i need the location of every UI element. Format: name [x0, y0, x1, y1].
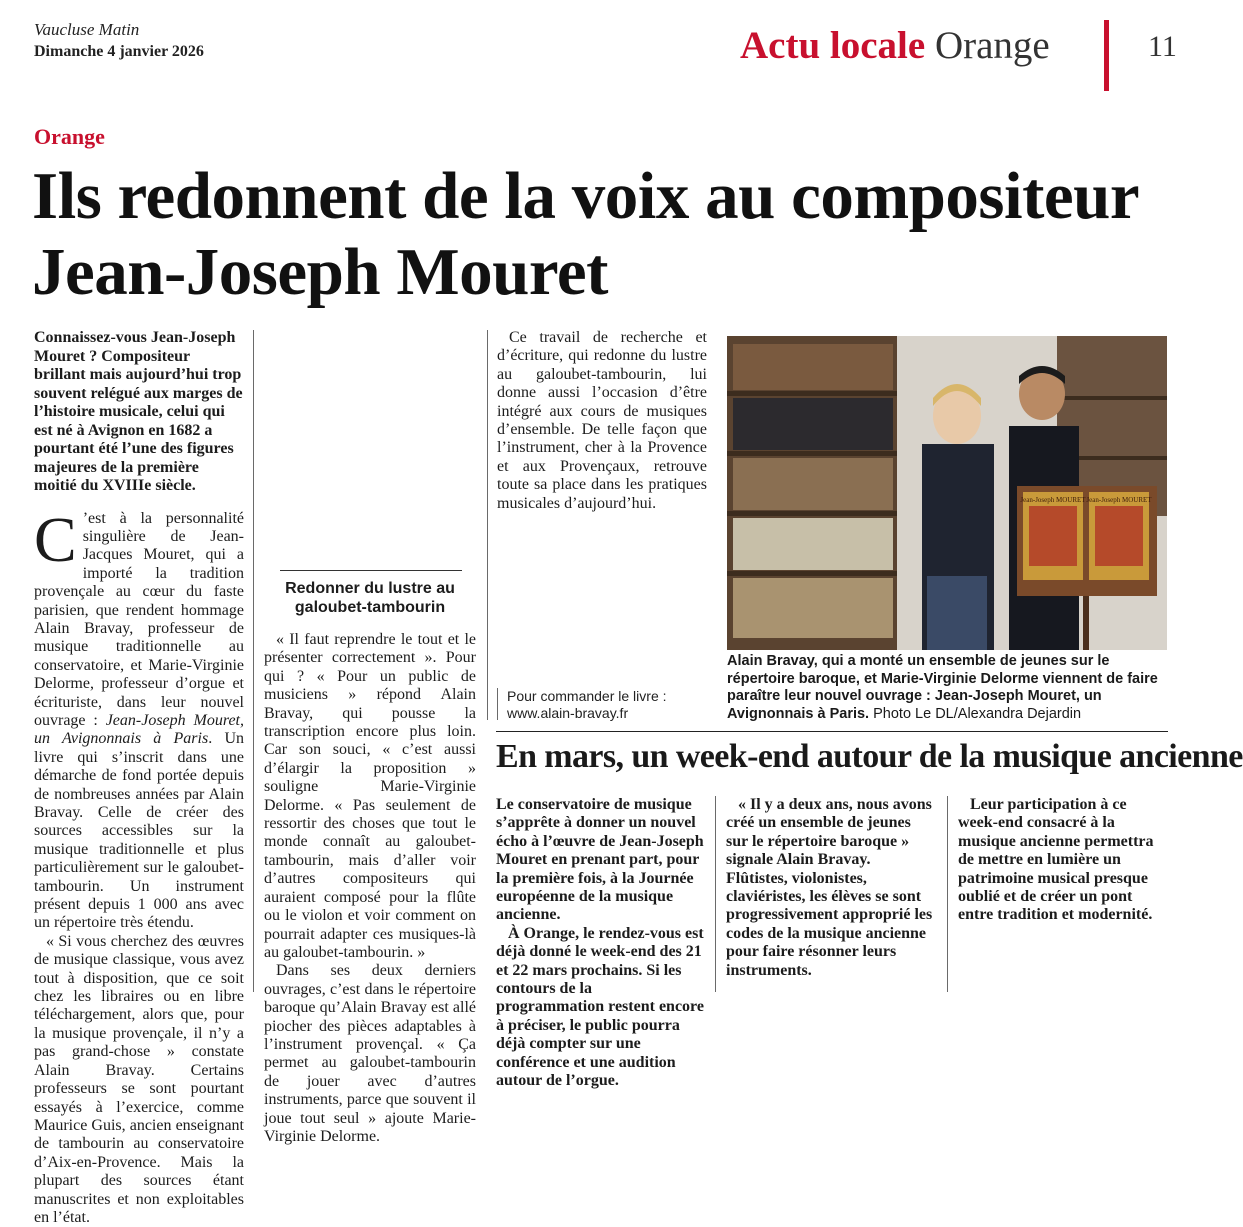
article-column-3 — [497, 329, 707, 679]
caption-text: Alain Bravay, qui a monté un ensemble de jeunes sur le répertoire baroque, et Marie-Virginie Delorme viennent de faire paraître leur nouvel ouvrage : Jean-Joseph Mouret, un Avignonnais à Paris. — [727, 653, 1158, 722]
article-headline: Ils redonnent de la voix au compositeur Jean-Joseph Mouret — [32, 159, 1138, 309]
p5-text: Ce travail de recherche et d’écriture, qui redonne du lustre au galoubet-tambourin, lui donne aussi l’occasion d’être intégré aux cours de musiques d’ensemble. De telle façon que l’instrument, cher à la Provence et aux Provençaux, retrouve toute sa place dans les pratiques musicales d’aujourd’hui. — [497, 329, 707, 512]
article-photo — [727, 336, 1167, 650]
article-lead — [34, 329, 244, 496]
page-number: 11 — [1148, 30, 1177, 63]
newspaper-name: Vaucluse Matin — [34, 20, 140, 39]
column-2-continuation — [264, 329, 476, 565]
column-separator — [497, 688, 498, 720]
lead-text: Connaissez-vous Jean-Joseph Mouret ? Compositeur brillant mais aujourd’hui trop souvent relégué aux marges de l’histoire musicale, celui qui est né à Avignon en 1682 a pourtant été l’une des figures majeures de la première moitié du XVIIIe siècle. — [34, 329, 243, 494]
column-separator — [253, 330, 254, 992]
p3-text: « Il faut reprendre le tout et le présenter correctement ». Pour qui ? « Pour un public de musiciens » répond Alain Bravay, qui pousse la transcription encore plus loin. Car son souci, « c’est aussi d’élargir la proposition » souligne Marie-Virginie Delorme. « Pas seulement de ressortir des choses que tout le monde connaît au galoubet-tambourin, mais d’aller voir d’autres compositeurs qui auraient composé pour la flûte ou le violon et voir comment on pourrait adapter ces musiques-là au galoubet-tambourin. » — [264, 631, 476, 961]
article-column-1 — [34, 329, 244, 1227]
p4-text: Dans ses deux derniers ouvrages, c’est dans le répertoire baroque qu’Alain Bravay est allé piocher des pièces adaptables à l’instrument provençal. « Ça permet au galoubet-tambourin de jouer avec d’autres instruments, parce que souvent il joue tout seul » ajoute Marie-Virginie Delorme. — [264, 962, 476, 1145]
article-paragraph-1 — [34, 503, 245, 933]
order-label: Pour commander le livre : — [507, 688, 667, 704]
book-cover-title: Jean-Joseph MOURET — [1086, 496, 1152, 504]
article-kicker: Orange — [34, 124, 105, 149]
s3-text: « Il y a deux ans, nous avons créé un ensemble de jeunes sur le répertoire baroque » signale Alain Bravay. Flûtistes, violonistes, claviéristes, les élèves se sont progressivement approprié les codes de la musique ancienne pour faire résonner leurs instruments. — [726, 796, 933, 979]
section-label: Actu locale — [740, 24, 926, 67]
article-subhead: Redonner du lustre au galoubet-tambourin — [285, 580, 455, 616]
sidebar-paragraph-2 — [496, 925, 704, 1091]
article-paragraph-3 — [264, 631, 476, 962]
photo-caption — [727, 653, 1167, 723]
order-url[interactable]: www.alain-bravay.fr — [507, 705, 629, 721]
article-paragraph-2 — [34, 933, 244, 1227]
town-label: Orange — [934, 24, 1050, 67]
p2-text: « Si vous cherchez des œuvres de musique classique, vous avez tout à disposition, que ce soit chez les libraires ou en libre téléchargement, alors que, pour la musique provençale, il n’y a pas grand-chose » constate Alain Bravay. Certains professeurs se sont pourtant essayés à l’exercice, comme Maurice Guis, ancien enseignant de tambourin au conservatoire d’Aix-en-Provence. Mais la plupart des sources étant manuscrites et non exploitables en l’état. — [34, 932, 244, 1226]
book-cover-title: Jean-Joseph MOURET — [1020, 496, 1086, 504]
drop-cap: C — [34, 503, 77, 575]
s1-text: Le conservatoire de musique s’apprête à donner un nouvel écho à l’œuvre de Jean-Joseph Mouret en prenant part, pour la première fois, à la Journée européenne de la musique ancienne. — [496, 796, 704, 924]
column-separator — [715, 796, 716, 992]
book-title-inline: Jean-Joseph Mouret, un Avignonnais à Paris — [34, 711, 245, 748]
sidebar-column-3 — [958, 796, 1168, 992]
photo-illustration — [727, 336, 1167, 650]
sidebar-paragraph-1 — [496, 796, 704, 925]
sidebar-paragraph-4 — [958, 796, 1168, 925]
s4-text: Leur participation à ce week-end consacré à la musique ancienne permettra de mettre en lumière un patrimoine musical presque oublié et de créer un pont entre tradition et modernité. — [958, 796, 1154, 924]
article-column-2 — [264, 329, 476, 1146]
sidebar-paragraph-3 — [726, 796, 936, 980]
issue-date: Dimanche 4 janvier 2026 — [34, 43, 204, 60]
sidebar-column-1 — [496, 796, 704, 1090]
column-separator — [947, 796, 948, 992]
sidebar-headline: En mars, un week-end autour de la musique ancienne — [496, 738, 1243, 775]
sidebar-rule — [496, 731, 1168, 732]
s2-text: À Orange, le rendez-vous est déjà donné le week-end des 21 et 22 mars prochains. Si les contours de la programmation restent encore à préciser, le public pourra déjà compter sur une conférence et une audition autour de l’orgue. — [496, 924, 704, 1090]
article-paragraph-4 — [264, 962, 476, 1146]
p1-end-text: . Un livre qui s’inscrit dans une démarche de fond portée depuis de nombreuses années par Alain Bravay. Celle de créer des sources accessibles sur la musique traditionnelle et plus particulièrement sur le galoubet-tambourin. Un instrument présent depuis 1 000 ans avec un répertoire très étendu. — [34, 730, 244, 932]
p1-text: ’est à la personnalité singulière de Jean-Jacques Mouret, qui a importé la tradition provençale au cœur du faste parisien, que rendent hommage Alain Bravay, professeur de musique traditionnelle au conservatoire, et Marie-Virginie Delorme, professeur d’orgue et écrituriste, dans leur nouvel ouvrage : — [34, 509, 244, 729]
order-info — [507, 688, 707, 722]
section-rubric — [740, 24, 1050, 68]
section-divider — [1104, 20, 1109, 91]
article-paragraph-5 — [497, 329, 707, 513]
photo-credit: Photo Le DL/Alexandra Dejardin — [873, 705, 1082, 722]
subhead-rule — [280, 570, 462, 571]
sidebar-column-2 — [726, 796, 936, 992]
column-separator — [487, 330, 488, 720]
